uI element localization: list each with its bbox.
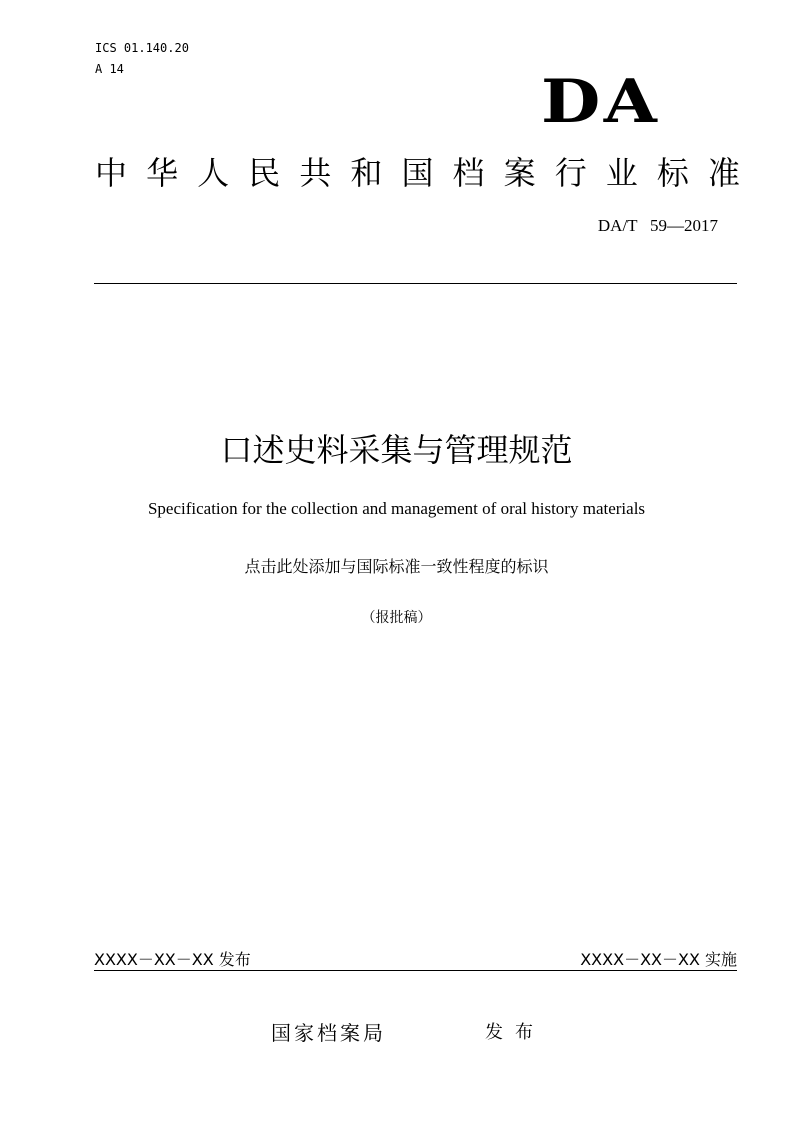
title-char: 行: [554, 154, 587, 192]
classification-code: A 14: [95, 62, 124, 76]
title-char: 华: [146, 154, 179, 192]
document-title: 口述史料采集与管理规范: [220, 431, 573, 469]
title-char: 民: [248, 154, 281, 192]
title-char: 中: [95, 154, 128, 192]
title-char: 业: [605, 154, 638, 192]
title-char: 标: [656, 154, 689, 192]
standard-category-title: [95, 152, 740, 194]
ics-code: ICS 01.140.20: [95, 41, 189, 55]
title-char: 共: [299, 154, 332, 192]
da-logo: DA: [541, 67, 661, 137]
standard-number: DA/T 59—2017: [597, 216, 718, 235]
bottom-divider: [94, 970, 737, 971]
title-char: 国: [401, 154, 434, 192]
issue-label: 发布: [485, 1022, 545, 1043]
title-char: 档: [452, 154, 485, 192]
title-char: 人: [197, 154, 230, 192]
consistency-placeholder[interactable]: 点击此处添加与国际标准一致性程度的标识: [244, 557, 549, 576]
title-char: 和: [350, 154, 383, 192]
publish-date: XXXX－XX－XX 发布: [94, 950, 251, 969]
title-char: 准: [707, 154, 740, 192]
draft-status: （报批稿）: [361, 610, 432, 626]
top-divider: [94, 283, 737, 284]
document-title-english: Specification for the collection and management of oral history materials: [147, 499, 646, 518]
title-char: 案: [503, 154, 536, 192]
implement-date: XXXX－XX－XX 实施: [580, 950, 737, 969]
issuing-authority: 国家档案局: [271, 1021, 386, 1045]
